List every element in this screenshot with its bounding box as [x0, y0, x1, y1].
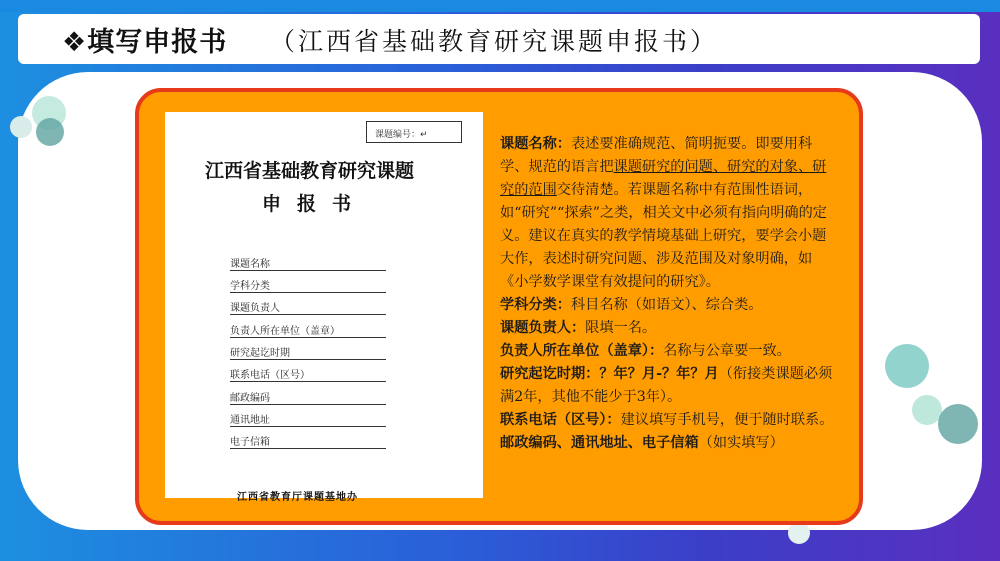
subject-text: 科目名称（如语文）、综合类。 [570, 297, 763, 313]
period-paragraph [500, 363, 835, 409]
form-footer: 江西省教育厅课题基地办 [237, 492, 358, 503]
postal-text: （如实填写） [698, 435, 784, 451]
unit-text: 名称与公章要一致。 [663, 343, 791, 359]
bubble-decoration [938, 404, 978, 444]
topic-text-cont: 交待清楚。若课题名称中有范围性语词，如“研究”“探索”之类，相关文中必须有指向明确的定义。建议在真实的教学情境基础上研究，要学会小题大作，表述时研究问题、涉及范围及对象明确，如《小学数学课堂有效提问的研究》。 [500, 182, 827, 290]
form-field: 研究起讫时期 [230, 344, 386, 360]
top-strip [0, 0, 1000, 12]
postal-paragraph [500, 432, 835, 455]
subject-paragraph [500, 294, 835, 317]
phone-paragraph [500, 409, 835, 432]
phone-label: 联系电话（区号）： [500, 412, 621, 428]
bubble-decoration [788, 522, 810, 544]
form-field: 学科分类 [230, 277, 386, 293]
leader-text: 限填一名。 [585, 320, 657, 336]
form-field: 负责人所在单位（盖章） [230, 322, 386, 338]
page-subtitle: （江西省基础教育研究课题申报书） [270, 27, 719, 56]
topic-paragraph [500, 133, 835, 294]
bubble-decoration [36, 118, 64, 146]
postal-label: 邮政编码、通讯地址、电子信箱 [500, 435, 699, 451]
period-text: （衔接类课题必须满2年，其他不能少于3年）。 [500, 366, 833, 405]
form-title: 江西省基础教育研究课题 [205, 160, 415, 182]
form-field: 邮政编码 [230, 389, 386, 405]
topic-code-box: 课题编号：↵ [366, 121, 462, 143]
phone-text: 建议填写手机号，便于随时联系。 [620, 412, 834, 428]
instructions-text [500, 133, 835, 455]
topic-underlined-text: 课题研究的问题、研究的对象、研究的范围 [500, 159, 827, 198]
form-field: 电子信箱 [230, 433, 386, 449]
topic-label: 课题名称： [500, 136, 571, 152]
period-label: 研究起讫时期：？年？月-？年？月 [500, 366, 719, 382]
leader-paragraph [500, 317, 835, 340]
bubble-decoration [10, 116, 32, 138]
form-field: 联系电话（区号） [230, 366, 386, 382]
bubble-decoration [885, 344, 929, 388]
form-field: 课题负责人 [230, 299, 386, 315]
unit-paragraph [500, 340, 835, 363]
form-field: 通讯地址 [230, 411, 386, 427]
page-title: ❖填写申报书 [62, 27, 228, 58]
form-field: 课题名称 [230, 255, 386, 271]
subject-label: 学科分类： [500, 297, 571, 313]
unit-label: 负责人所在单位（盖章）： [500, 343, 664, 359]
leader-label: 课题负责人： [500, 320, 586, 336]
topic-text: 表述要准确规范、简明扼要。即要用科学、规范的语言把 [500, 136, 813, 175]
form-subtitle: 申报书 [262, 193, 368, 215]
